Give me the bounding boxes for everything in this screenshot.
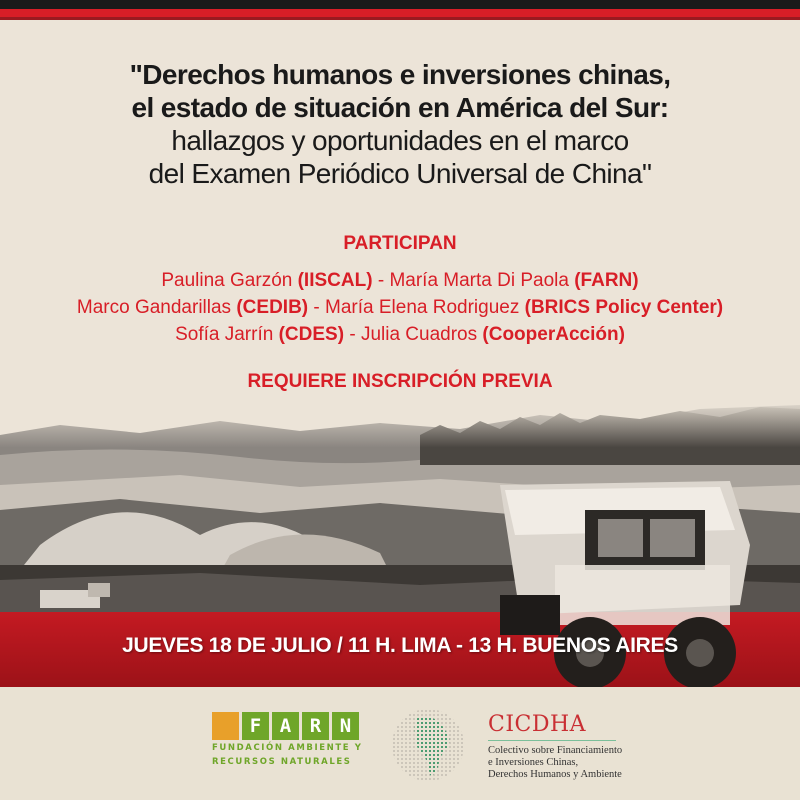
participant-name: María Elena Rodriguez [325,297,520,318]
top-border-red [0,9,800,17]
cicdha-divider [488,740,616,741]
event-date-banner [0,612,800,680]
participant-org: (IISCAL) [297,270,373,291]
farn-letter: A [272,712,299,740]
title-line-2: el estado de situación en América del Sur: [131,92,669,123]
participant-org: (CooperAcción) [482,324,625,345]
participant-org: (FARN) [574,270,639,291]
cicdha-subtitle-line-3: Derechos Humanos y Ambiente [488,769,622,780]
participant-org: (CEDIB) [236,297,309,318]
farn-subtitle-line-2: RECURSOS NATURALES [212,757,352,767]
farn-leaf-square [212,712,239,740]
registration-required-notice: REQUIERE INSCRIPCIÓN PREVIA [247,371,553,392]
farn-letter: N [332,712,359,740]
top-border-black [0,0,800,9]
farn-letter: F [242,712,269,740]
cicdha-title: CICDHA [488,712,587,737]
top-border-dark [0,17,800,20]
participant-name: Marco Gandarillas [76,297,232,318]
participant-name: María Marta Di Paola [389,270,569,291]
cicdha-subtitle-line-1: Colectivo sobre Financiamiento [488,745,623,756]
farn-subtitle-line-1: FUNDACIÓN AMBIENTE Y [212,743,363,753]
participant-name: Sofía Jarrín [175,324,274,345]
title-line-4: del Examen Periódico Universal de China" [148,158,652,189]
participants-row [30,294,770,321]
cicdha-logo [488,712,688,781]
participants-list [30,267,770,348]
cicdha-subtitle [488,745,688,781]
participants-row [30,267,770,294]
title-line-1: "Derechos humanos e inversiones chinas, [129,59,671,90]
farn-logo [212,712,362,772]
participant-name: Julia Cuadros [360,324,478,345]
participant-org: (BRICS Policy Center) [524,297,724,318]
participants-row [30,321,770,348]
event-date-time: JUEVES 18 DE JULIO / 11 H. LIMA - 13 H. BUENOS AIRES [122,634,678,657]
farn-letter: R [302,712,329,740]
event-title [40,58,760,190]
separator: - [377,270,385,291]
participant-org: (CDES) [278,324,345,345]
participant-name: Paulina Garzón [161,270,293,291]
globe-americas-icon [388,705,468,785]
cicdha-subtitle-line-2: e Inversiones Chinas, [488,757,579,768]
farn-letter-squares [212,712,362,740]
separator: - [313,297,320,318]
participan-heading: PARTICIPAN [343,233,457,254]
separator: - [349,324,356,345]
title-line-3: hallazgos y oportunidades en el marco [171,125,629,156]
